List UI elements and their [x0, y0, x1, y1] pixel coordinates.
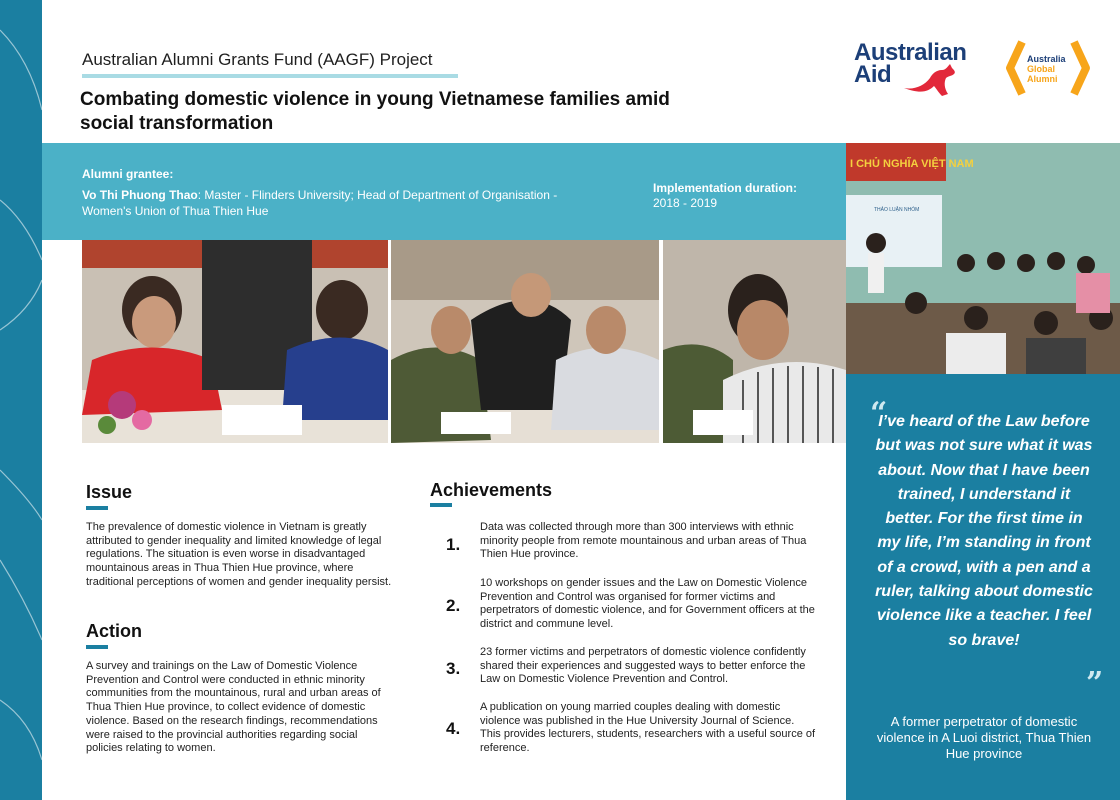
achievement-text: 23 former victims and perpetrators of domestic violence confidently shared their experiences and suggested ways to better enforce the Law on Domestic Violence Prevention and Control. — [480, 646, 806, 686]
aga-line2: Global — [1027, 64, 1056, 74]
achievement-number: 3. — [446, 659, 461, 678]
achievement-number: 2. — [446, 596, 461, 615]
achievement-text: A publication on young married couples dealing with domestic violence was published in the Hue University Journal of Science. This provides lecturers, students, researchers with a useful source of reference. — [480, 701, 816, 755]
quote-text: I’ve heard of the Law before but was not sure what it was about. Now that I have been trained, I understand it better. For the first time in my life, I’m standing in front of a crowd, with a pen and a ruler, talking about domestic violence like a teacher. I feel so brave! — [875, 413, 1093, 649]
project-underline — [82, 74, 458, 78]
close-quote-icon: ” — [1086, 666, 1104, 701]
aga-line3: Alumni — [1027, 74, 1058, 84]
grantee-name: Vo Thi Phuong Thao — [82, 188, 198, 202]
action-heading: Action — [86, 621, 142, 641]
duration-value: 2018 - 2019 — [653, 196, 718, 210]
photo-man-writing — [663, 240, 846, 443]
australian-aid-line1: Australian — [854, 39, 967, 66]
issue-text: The prevalence of domestic violence in Vietnam is greatly attributed to gender inequality and limited knowledge of legal regulations. The situation is even worse in disadvantaged mountainous areas in Thua Thien Hue province, where traditional perceptions of women and gender inequality persist. — [86, 521, 392, 588]
australian-aid-line2: Aid — [854, 61, 892, 88]
photo-workshop-room — [846, 143, 1120, 374]
aga-line1: Australia — [1027, 54, 1066, 64]
grantee-label: Alumni grantee: — [82, 167, 174, 181]
banner-text: I CHỦ NGHĨA VIỆT NAM — [850, 158, 974, 170]
issue-heading-bar — [86, 506, 108, 510]
grantee-details: : Master - Flinders University; Head of Department of Organisation - Women's Union of Thua Thien Hue — [82, 188, 558, 218]
grantee-description — [82, 187, 602, 219]
kangaroo-icon — [902, 64, 958, 100]
action-text: A survey and trainings on the Law of Domestic Violence Prevention and Control were conducted in ethnic minority communities from the mountainous, rural and urban areas of Thua Thien Hue province, to collect evidence of domestic violence. Based on the research findings, recommendations were raised to the provincial authorities regarding social policies relating to women. — [86, 660, 381, 755]
australia-global-alumni-logo — [1004, 38, 1094, 100]
photo-men-at-table — [391, 240, 659, 443]
achievements-heading: Achievements — [430, 480, 553, 500]
photo-woman-writing — [82, 240, 388, 443]
left-decorative-strip — [0, 0, 42, 800]
achievement-text: 10 workshops on gender issues and the Law on Domestic Violence Prevention and Control was organised for former victims and perpetrators of domestic violence, and for Government officers at the district and commune level. — [480, 577, 815, 631]
achievement-text: Data was collected through more than 300 interviews with ethnic minority people from remote mountainous and urban areas of Thua Thien Hue province. — [480, 521, 807, 561]
page-title: Combating domestic violence in young Vietnamese families amid social transformation — [80, 89, 670, 134]
quote-attribution: A former perpetrator of domestic violence in A Luoi district, Thua Thien Hue province — [876, 714, 1092, 761]
achievement-number: 1. — [446, 535, 461, 554]
achievements-heading-bar — [430, 503, 452, 507]
achievement-number: 4. — [446, 719, 461, 738]
action-heading-bar — [86, 645, 108, 649]
project-line: Australian Alumni Grants Fund (AAGF) Project — [82, 50, 433, 69]
australian-aid-logo — [854, 39, 984, 102]
duration-label: Implementation duration: — [653, 181, 797, 195]
issue-heading: Issue — [86, 482, 133, 502]
poster-text: THẢO LUẬN NHÓM — [874, 207, 920, 213]
open-quote-icon: “ — [870, 396, 888, 431]
